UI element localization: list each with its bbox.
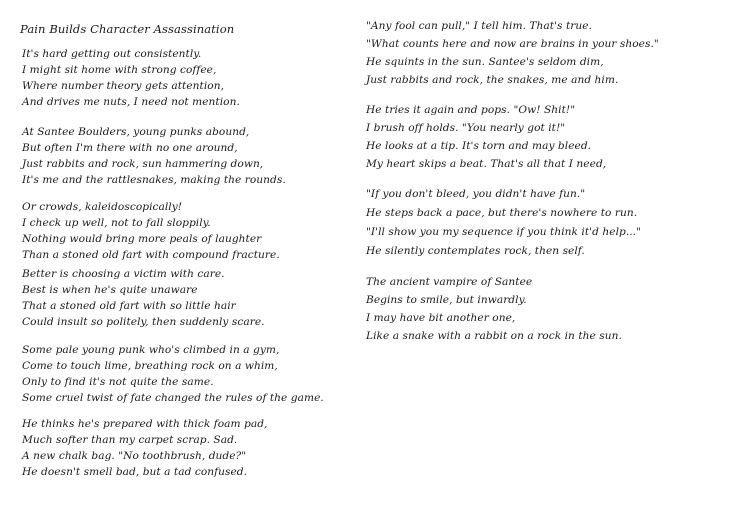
poem-line: Begins to smile, but inwardly. [366,294,527,306]
poem-line: Come to touch lime, breathing rock on a whim, [22,360,278,372]
poem-line: He thinks he's prepared with thick foam pad, [22,418,268,430]
poem-line: "Any fool can pull," I tell him. That's true. [366,20,592,32]
poem-line: Or crowds, kaleidoscopically! [22,201,183,213]
poem-line: But often I'm there with no one around, [22,142,238,154]
poem-line: He silently contemplates rock, then self. [366,245,585,257]
poem-line: I check up well, not to fall sloppily. [22,217,211,229]
poem-line: "If you don't bleed, you didn't have fun." [366,188,586,200]
poem-line: He squints in the sun. Santee's seldom dim, [366,56,604,68]
poem-line: And drives me nuts, I need not mention. [22,96,240,108]
poem-title: Pain Builds Character Assassination [20,22,235,36]
poem-line: At Santee Boulders, young punks abound, [22,126,250,138]
poem-line: The ancient vampire of Santee [366,276,533,288]
poem-line: Where number theory gets attention, [22,80,224,92]
poem-line: Some cruel twist of fate changed the rules of the game. [22,392,324,404]
poem-line: A new chalk bag. "No toothbrush, dude?" [22,450,247,462]
poem-line: Nothing would bring more peals of laughter [22,233,262,245]
poem-line: He looks at a tip. It's torn and may bleed. [366,140,592,152]
poem-line: Better is choosing a victim with care. [22,268,225,280]
poem-line: "What counts here and now are brains in your shoes." [366,38,659,50]
poem-line: I may have bit another one, [366,312,516,324]
poem-line: Only to find it's not quite the same. [22,376,214,388]
poem-line: He steps back a pace, but there's nowhere to run. [366,207,638,219]
poem-line: Much softer than my carpet scrap. Sad. [22,434,238,446]
poem-line: Could insult so politely, then suddenly scare. [22,316,265,328]
poem-line: Like a snake with a rabbit on a rock in the sun. [366,330,622,342]
poem-line: It's me and the rattlesnakes, making the rounds. [22,174,286,186]
poem-line: My heart skips a beat. That's all that I need, [366,158,607,170]
poem-line: Just rabbits and rock, the snakes, me and him. [366,74,619,86]
poem-line: I might sit home with strong coffee, [22,64,217,76]
poem-line: I brush off holds. "You nearly got it!" [366,122,566,134]
poem-line: Than a stoned old fart with compound fracture. [22,249,280,261]
poem-line: That a stoned old fart with so little hair [22,300,236,312]
poem-line: It's hard getting out consistently. [22,48,202,60]
poem-line: Just rabbits and rock, sun hammering down, [22,158,264,170]
poem-line: Best is when he's quite unaware [22,284,198,296]
poem-line: "I'll show you my sequence if you think it'd help..." [366,226,642,238]
poem-line: He doesn't smell bad, but a tad confused. [22,466,248,478]
poem-line: Some pale young punk who's climbed in a gym, [22,344,280,356]
poem-line: He tries it again and pops. "Ow! Shit!" [366,104,576,116]
